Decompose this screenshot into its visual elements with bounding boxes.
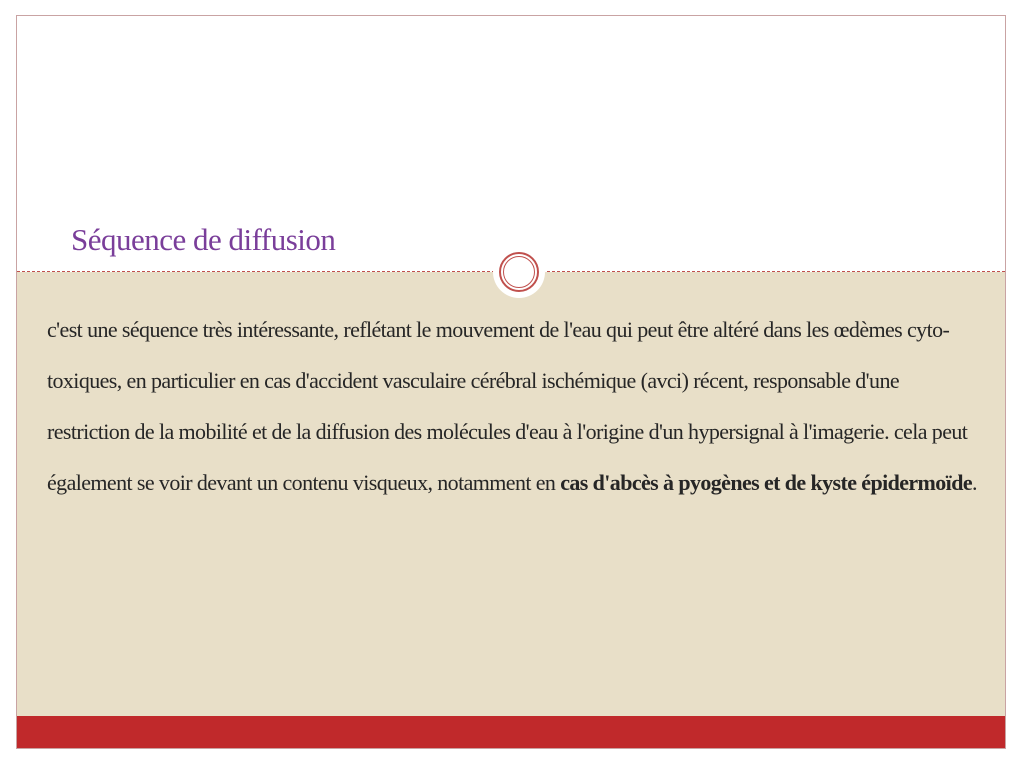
- body-intro: c'est une séquence très intéressante, reflétant le mouvement de l'eau qui peut être altéré dans les œdèmes cyto-toxiques, en particulier en cas d'accident vasculaire cérébral ischémique (avci) récent, responsable d'une restriction de la mobilité et de la diffusion des molécules d'eau à l'origine d'un hypersignal à l'imagerie. cela peut également se voir devant un contenu visqueux, notamment en: [47, 317, 968, 495]
- slide-title: Séquence de diffusion: [71, 222, 336, 257]
- circle-ornament-icon: [493, 246, 545, 298]
- body-bold-text: cas d'abcès à pyogènes et de kyste épidermoïde: [560, 470, 972, 495]
- body-end: .: [972, 470, 977, 495]
- slide: [16, 15, 1006, 749]
- body-text: [47, 304, 977, 508]
- footer-bar: [17, 716, 1005, 749]
- title-area: [17, 16, 1005, 271]
